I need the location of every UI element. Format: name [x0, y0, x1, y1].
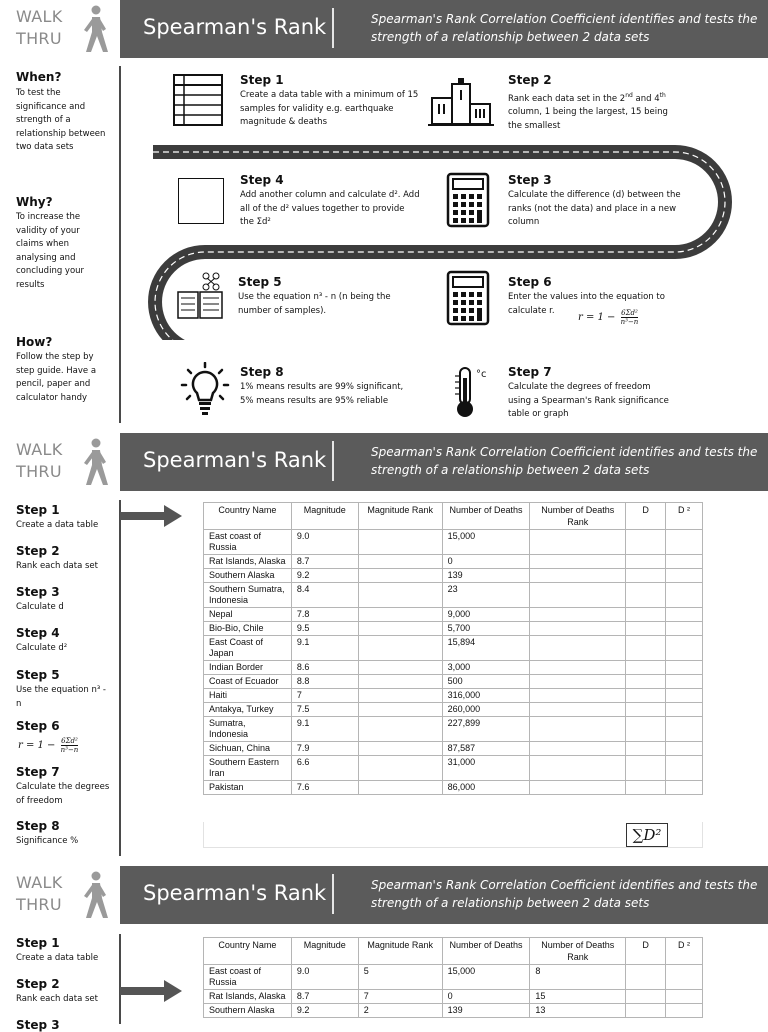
walker-icon	[78, 4, 112, 54]
spearman-formula: r = 1 − $\frac{\text{6Σd²}}{\text{n³−n}}$	[578, 309, 639, 326]
table-row	[204, 530, 703, 555]
svg-text:°c: °c	[476, 369, 486, 380]
step8-text: 1% means results are 99% significant, 5% means results are 95% reliable	[240, 382, 404, 406]
when-text: To test the significance and strength of a relationship between two data sets	[16, 88, 106, 152]
podium-icon	[428, 76, 494, 128]
table-cell	[666, 742, 703, 756]
table-cell	[358, 608, 442, 622]
table-cell: 87,587	[442, 742, 530, 756]
column-header: D ²	[666, 938, 703, 965]
table-cell	[666, 583, 703, 608]
table-cell	[626, 742, 666, 756]
step7-title: Step 7	[508, 365, 552, 379]
list-step7: Step 7	[16, 765, 60, 779]
table-cell	[530, 675, 626, 689]
table-cell	[530, 742, 626, 756]
table-row	[204, 781, 703, 795]
table-cell	[626, 530, 666, 555]
table-cell	[626, 756, 666, 781]
table-cell	[530, 703, 626, 717]
table-row	[204, 675, 703, 689]
table-cell: East Coast of Japan	[204, 636, 292, 661]
column-header: D ²	[666, 503, 703, 530]
table-cell	[666, 756, 703, 781]
page-title: Spearman's Rank	[143, 448, 327, 472]
list-step2-text: Rank each data set	[16, 994, 98, 1004]
table-cell: Sumatra, Indonesia	[204, 717, 292, 742]
table-row	[204, 583, 703, 608]
list-step6: Step 6	[16, 719, 60, 733]
step5-title: Step 5	[238, 275, 282, 289]
when-heading: When?	[16, 70, 62, 84]
table-cell: 0	[442, 555, 530, 569]
table-cell	[666, 555, 703, 569]
table-cell	[530, 781, 626, 795]
table-cell: 8	[530, 965, 626, 990]
table-cell	[530, 555, 626, 569]
table-cell	[666, 608, 703, 622]
table-row	[204, 622, 703, 636]
table-cell: Southern Alaska	[204, 1004, 292, 1018]
header-banner	[0, 866, 768, 924]
table-cell: 9.0	[291, 965, 358, 990]
table-cell	[666, 965, 703, 990]
calculator-icon	[446, 270, 490, 326]
table-cell	[358, 661, 442, 675]
step4-text: Add another column and calculate d². Add all of the d² values together to provide the Σd²	[240, 190, 420, 227]
equation-icon	[176, 272, 224, 322]
table-cell	[626, 569, 666, 583]
table-cell	[530, 530, 626, 555]
table-cell: 7.9	[291, 742, 358, 756]
table-cell	[358, 675, 442, 689]
table-cell: 5	[358, 965, 442, 990]
table-cell: 316,000	[442, 689, 530, 703]
table-cell	[626, 703, 666, 717]
table-cell: 7.5	[291, 703, 358, 717]
table-cell	[530, 756, 626, 781]
title-divider	[332, 874, 334, 914]
column-header: Country Name	[204, 938, 292, 965]
table-cell: 8.7	[291, 990, 358, 1004]
list-step1: Step 1	[16, 503, 60, 517]
list-step2-text: Rank each data set	[16, 561, 98, 571]
table-cell	[358, 717, 442, 742]
table-cell: Pakistan	[204, 781, 292, 795]
table-cell: 7	[291, 689, 358, 703]
column-header: D	[626, 938, 666, 965]
header-banner	[0, 433, 768, 491]
title-divider	[332, 8, 334, 48]
table-cell	[626, 965, 666, 990]
table-row	[204, 717, 703, 742]
list-step3-text: Calculate d	[16, 602, 64, 612]
table-cell: Southern Sumatra, Indonesia	[204, 583, 292, 608]
table-cell	[626, 636, 666, 661]
table-cell: Nepal	[204, 608, 292, 622]
table-cell: 13	[530, 1004, 626, 1018]
list-step1: Step 1	[16, 936, 60, 950]
table-cell	[626, 608, 666, 622]
table-cell: 15	[530, 990, 626, 1004]
column-header: Number of Deaths Rank	[530, 503, 626, 530]
table-cell: 6.6	[291, 756, 358, 781]
table-cell	[626, 555, 666, 569]
table-cell	[626, 990, 666, 1004]
table-cell: 8.6	[291, 661, 358, 675]
step1-text: Create a data table with a minimum of 15 samples for validity e.g. earthquake magnitude & deaths	[240, 90, 419, 127]
table-cell	[626, 675, 666, 689]
table-row	[204, 555, 703, 569]
table-header-row	[204, 938, 703, 965]
column-header: Magnitude Rank	[358, 938, 442, 965]
table-cell: 8.4	[291, 583, 358, 608]
title-bar	[120, 866, 768, 924]
table-cell	[530, 636, 626, 661]
table-cell: 9.2	[291, 569, 358, 583]
table-cell: 86,000	[442, 781, 530, 795]
table-cell: 7.6	[291, 781, 358, 795]
table-cell	[358, 742, 442, 756]
table-cell	[358, 530, 442, 555]
table-cell: 15,000	[442, 530, 530, 555]
table-cell	[666, 530, 703, 555]
table-cell	[666, 781, 703, 795]
table-cell	[358, 703, 442, 717]
table-cell: 2	[358, 1004, 442, 1018]
table-cell: Coast of Ecuador	[204, 675, 292, 689]
step2-title: Step 2	[508, 73, 552, 87]
why-heading: Why?	[16, 195, 53, 209]
table-cell: 15,894	[442, 636, 530, 661]
table-cell	[358, 583, 442, 608]
sum-d-squared: ∑D²	[626, 823, 668, 847]
table-cell	[530, 661, 626, 675]
header-banner	[0, 0, 768, 58]
table-cell	[358, 781, 442, 795]
column-header: Magnitude Rank	[358, 503, 442, 530]
table-cell	[530, 622, 626, 636]
step8-title: Step 8	[240, 365, 284, 379]
how-text: Follow the step by step guide. Have a pencil, paper and calculator handy	[16, 352, 97, 403]
table-cell: Indian Border	[204, 661, 292, 675]
table-cell	[358, 569, 442, 583]
table-cell	[626, 661, 666, 675]
list-step4-text: Calculate d²	[16, 643, 68, 653]
table-cell: Southern Alaska	[204, 569, 292, 583]
table-row	[204, 703, 703, 717]
table-cell: Bio-Bio, Chile	[204, 622, 292, 636]
how-heading: How?	[16, 335, 53, 349]
table-cell: 500	[442, 675, 530, 689]
list-step1-text: Create a data table	[16, 520, 99, 530]
column-header: Magnitude	[291, 503, 358, 530]
table-cell	[666, 636, 703, 661]
walker-icon	[78, 870, 112, 920]
table-cell: 260,000	[442, 703, 530, 717]
table-cell	[530, 583, 626, 608]
column-header: Number of Deaths Rank	[530, 938, 626, 965]
table-cell: Rat Islands, Alaska	[204, 990, 292, 1004]
walk-thru-label: WALK THRU	[16, 873, 63, 914]
table-cell	[666, 1004, 703, 1018]
table-cell: East coast of Russia	[204, 965, 292, 990]
table-row	[204, 965, 703, 990]
table-row	[204, 608, 703, 622]
arrow-right-icon	[120, 980, 182, 1002]
list-step2: Step 2	[16, 544, 60, 558]
table-cell	[666, 675, 703, 689]
step3-text: Calculate the difference (d) between the ranks (not the data) and place in a new column	[508, 190, 681, 227]
table-cell: 9,000	[442, 608, 530, 622]
table-cell: 15,000	[442, 965, 530, 990]
table-cell	[666, 689, 703, 703]
table-cell: 8.8	[291, 675, 358, 689]
page-subtitle: Spearman's Rank Correlation Coefficient identifies and tests the strength of a relationship between 2 data sets	[371, 12, 758, 44]
table-cell	[666, 703, 703, 717]
data-table	[203, 502, 703, 795]
list-step3: Step 3	[16, 1018, 60, 1032]
table-cell: 7	[358, 990, 442, 1004]
column-header: Magnitude	[291, 938, 358, 965]
column-header: Country Name	[204, 503, 292, 530]
table-cell	[358, 622, 442, 636]
title-bar	[120, 433, 768, 491]
table-cell	[666, 661, 703, 675]
table-cell: 3,000	[442, 661, 530, 675]
page-title: Spearman's Rank	[143, 15, 327, 39]
table-cell	[666, 990, 703, 1004]
step3-title: Step 3	[508, 173, 552, 187]
step1-title: Step 1	[240, 73, 284, 87]
table-cell: 7.8	[291, 608, 358, 622]
table-row	[204, 569, 703, 583]
list-step2: Step 2	[16, 977, 60, 991]
list-step5-text: Use the equation n³ - n	[16, 685, 107, 709]
page-subtitle: Spearman's Rank Correlation Coefficient identifies and tests the strength of a relationship between 2 data sets	[371, 878, 758, 910]
page-title: Spearman's Rank	[143, 881, 327, 905]
table-row	[204, 1004, 703, 1018]
list-step5: Step 5	[16, 668, 60, 682]
sidebar-divider	[119, 934, 121, 1024]
table-cell: Rat Islands, Alaska	[204, 555, 292, 569]
step6-text: Enter the values into the equation to calculate r.	[508, 292, 665, 316]
table-cell	[626, 583, 666, 608]
arrow-right-icon	[120, 505, 182, 527]
table-cell: 9.1	[291, 717, 358, 742]
table-row	[204, 742, 703, 756]
table-cell: 23	[442, 583, 530, 608]
calculator-icon	[446, 172, 490, 228]
list-step4: Step 4	[16, 626, 60, 640]
page-subtitle: Spearman's Rank Correlation Coefficient identifies and tests the strength of a relationship between 2 data sets	[371, 445, 758, 477]
table-row	[204, 689, 703, 703]
spearman-formula: r = 1 − $\frac{\text{6Σd²}}{\text{n³−n}}$	[18, 737, 79, 754]
table-cell: Haiti	[204, 689, 292, 703]
step5-text: Use the equation n³ - n (n being the number of samples).	[238, 292, 391, 316]
list-step8-text: Significance %	[16, 836, 79, 846]
table-cell	[358, 689, 442, 703]
step2-text: Rank each data set in the 2nd and 4th column, 1 being the largest, 15 being the smallest	[508, 92, 668, 131]
walk-thru-label: WALK THRU	[16, 7, 63, 48]
table-cell	[666, 569, 703, 583]
square-icon	[178, 178, 224, 224]
table-row	[204, 636, 703, 661]
data-table	[203, 937, 703, 1018]
table-cell: East coast of Russia	[204, 530, 292, 555]
table-cell	[666, 717, 703, 742]
table-cell	[530, 717, 626, 742]
list-step8: Step 8	[16, 819, 60, 833]
column-header: Number of Deaths	[442, 503, 530, 530]
table-cell: Southern Eastern Iran	[204, 756, 292, 781]
list-step1-text: Create a data table	[16, 953, 99, 963]
table-row	[204, 661, 703, 675]
column-header: Number of Deaths	[442, 938, 530, 965]
table-cell	[626, 689, 666, 703]
table-header-row	[204, 503, 703, 530]
table-cell	[530, 569, 626, 583]
lightbulb-icon	[180, 362, 230, 416]
table-cell	[626, 622, 666, 636]
step7-text: Calculate the degrees of freedom using a Spearman's Rank significance table or graph	[508, 382, 669, 419]
table-cell: Sichuan, China	[204, 742, 292, 756]
table-cell	[530, 689, 626, 703]
step4-title: Step 4	[240, 173, 284, 187]
table-cell	[626, 1004, 666, 1018]
table-cell	[358, 756, 442, 781]
table-cell: 9.2	[291, 1004, 358, 1018]
title-divider	[332, 441, 334, 481]
list-step3: Step 3	[16, 585, 60, 599]
table-cell	[666, 622, 703, 636]
data-table-icon	[172, 73, 224, 127]
table-cell	[358, 555, 442, 569]
table-cell: 9.1	[291, 636, 358, 661]
table-row	[204, 756, 703, 781]
table-cell: 227,899	[442, 717, 530, 742]
list-step7-text: Calculate the degrees of freedom	[16, 782, 110, 806]
walker-icon	[78, 437, 112, 487]
why-text: To increase the validity of your claims when analysing and concluding your results	[16, 212, 85, 290]
table-cell: 0	[442, 990, 530, 1004]
table-cell	[530, 608, 626, 622]
table-cell	[358, 636, 442, 661]
column-header: D	[626, 503, 666, 530]
thermometer-icon	[452, 366, 486, 420]
table-cell: 139	[442, 569, 530, 583]
step6-title: Step 6	[508, 275, 552, 289]
table-cell: 9.0	[291, 530, 358, 555]
walk-thru-label: WALK THRU	[16, 440, 63, 481]
table-cell	[626, 717, 666, 742]
table-cell: Antakya, Turkey	[204, 703, 292, 717]
table-cell: 5,700	[442, 622, 530, 636]
title-bar	[120, 0, 768, 58]
table-cell	[626, 781, 666, 795]
table-cell: 139	[442, 1004, 530, 1018]
table-cell: 9.5	[291, 622, 358, 636]
table-cell: 8.7	[291, 555, 358, 569]
sidebar-divider	[119, 500, 121, 856]
table-row	[204, 990, 703, 1004]
table-cell: 31,000	[442, 756, 530, 781]
